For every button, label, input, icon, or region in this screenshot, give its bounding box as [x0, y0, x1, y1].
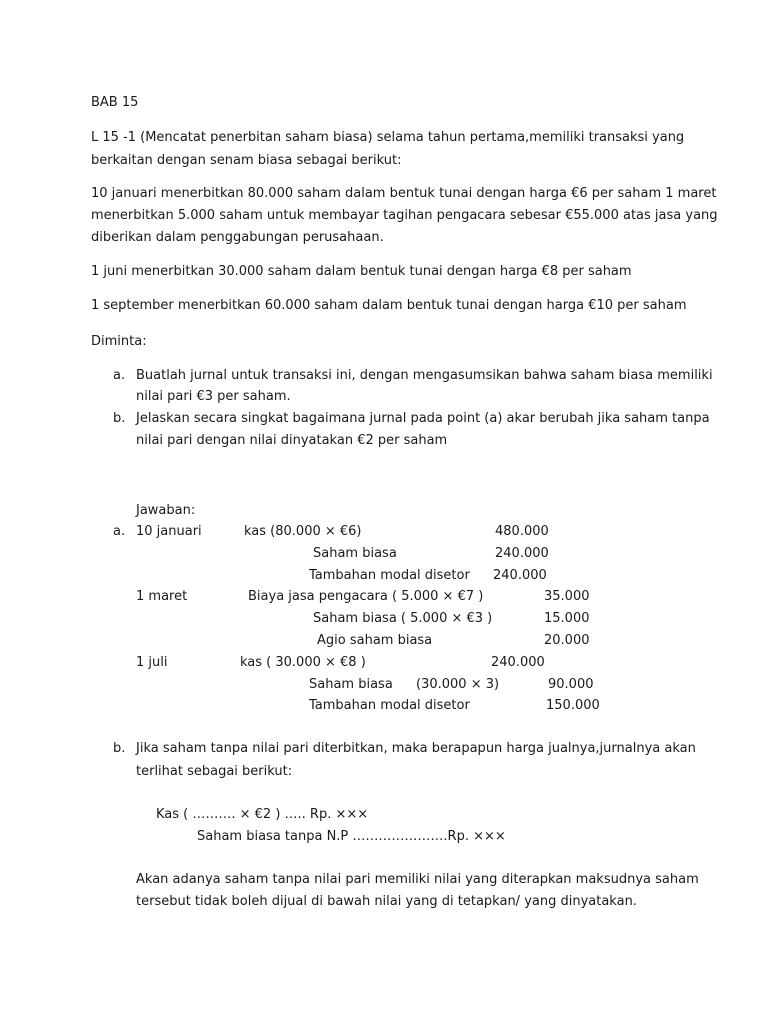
transaction-september: 1 september menerbitkan 60.000 saham dalam bentuk tunai dengan harga €10 per saham: [91, 298, 687, 313]
journal-amount: 240.000: [495, 546, 549, 561]
required-label: Diminta:: [91, 334, 147, 349]
journal-date: 1 juli: [136, 655, 168, 670]
chapter-heading: BAB 15: [91, 95, 139, 110]
required-a-marker: a.: [113, 368, 126, 383]
journal-account: kas ( 30.000 × €8 ): [240, 655, 366, 670]
journal-account: Tambahan modal disetor: [309, 698, 470, 713]
journal-account: Biaya jasa pengacara ( 5.000 × €7 ): [248, 589, 484, 604]
journal-calc: (30.000 × 3): [416, 677, 500, 692]
required-b-marker: b.: [113, 411, 126, 426]
formula-line-1: Kas ( ………. × €2 ) ….. Rp. ×××: [156, 807, 369, 822]
transaction-line-2: menerbitkan 5.000 saham untuk membayar tagihan pengacara sebesar €55.000 atas jasa yang: [91, 208, 718, 223]
required-a-line-2: nilai pari €3 per saham.: [136, 389, 291, 404]
journal-account: Saham biasa: [309, 677, 393, 692]
answer-a-marker: a.: [113, 524, 126, 539]
problem-line-1: L 15 -1 (Mencatat penerbitan saham biasa) selama tahun pertama,memiliki transaksi yang: [91, 130, 685, 145]
required-b-line-2: nilai pari dengan nilai dinyatakan €2 per saham: [136, 433, 448, 448]
journal-date: 10 januari: [136, 524, 202, 539]
answer-b-line-1: Jika saham tanpa nilai pari diterbitkan, maka berapapun harga jualnya,jurnalnya akan: [136, 741, 696, 756]
answer-label: Jawaban:: [136, 503, 196, 518]
journal-account: kas (80.000 × €6): [244, 524, 362, 539]
journal-account: Saham biasa: [313, 546, 397, 561]
required-b-line-1: Jelaskan secara singkat bagaimana jurnal pada point (a) akar berubah jika saham tanpa: [136, 411, 710, 426]
transaction-line-1: 10 januari menerbitkan 80.000 saham dalam bentuk tunai dengan harga €6 per saham 1 maret: [91, 186, 717, 201]
journal-account: Saham biasa ( 5.000 × €3 ): [313, 611, 493, 626]
journal-amount: 35.000: [544, 589, 590, 604]
formula-line-2: Saham biasa tanpa N.P ………………….Rp. ×××: [197, 829, 506, 844]
transaction-line-3: diberikan dalam penggabungan perusahaan.: [91, 230, 384, 245]
journal-amount: 90.000: [548, 677, 594, 692]
journal-amount: 20.000: [544, 633, 590, 648]
journal-date: 1 maret: [136, 589, 188, 604]
journal-account: Tambahan modal disetor: [309, 568, 470, 583]
transaction-june: 1 juni menerbitkan 30.000 saham dalam bentuk tunai dengan harga €8 per saham: [91, 264, 632, 279]
journal-account: Agio saham biasa: [317, 633, 433, 648]
closing-line-2: tersebut tidak boleh dijual di bawah nilai yang di tetapkan/ yang dinyatakan.: [136, 894, 637, 909]
closing-line-1: Akan adanya saham tanpa nilai pari memiliki nilai yang diterapkan maksudnya saham: [136, 872, 699, 887]
required-a-line-1: Buatlah jurnal untuk transaksi ini, dengan mengasumsikan bahwa saham biasa memiliki: [136, 368, 713, 383]
journal-amount: 15.000: [544, 611, 590, 626]
problem-line-2: berkaitan dengan senam biasa sebagai berikut:: [91, 153, 402, 168]
journal-amount: 480.000: [495, 524, 549, 539]
journal-amount: 240.000: [491, 655, 545, 670]
answer-b-line-2: terlihat sebagai berikut:: [136, 764, 293, 779]
answer-b-marker: b.: [113, 741, 126, 756]
journal-amount: 150.000: [546, 698, 600, 713]
journal-amount: 240.000: [493, 568, 547, 583]
